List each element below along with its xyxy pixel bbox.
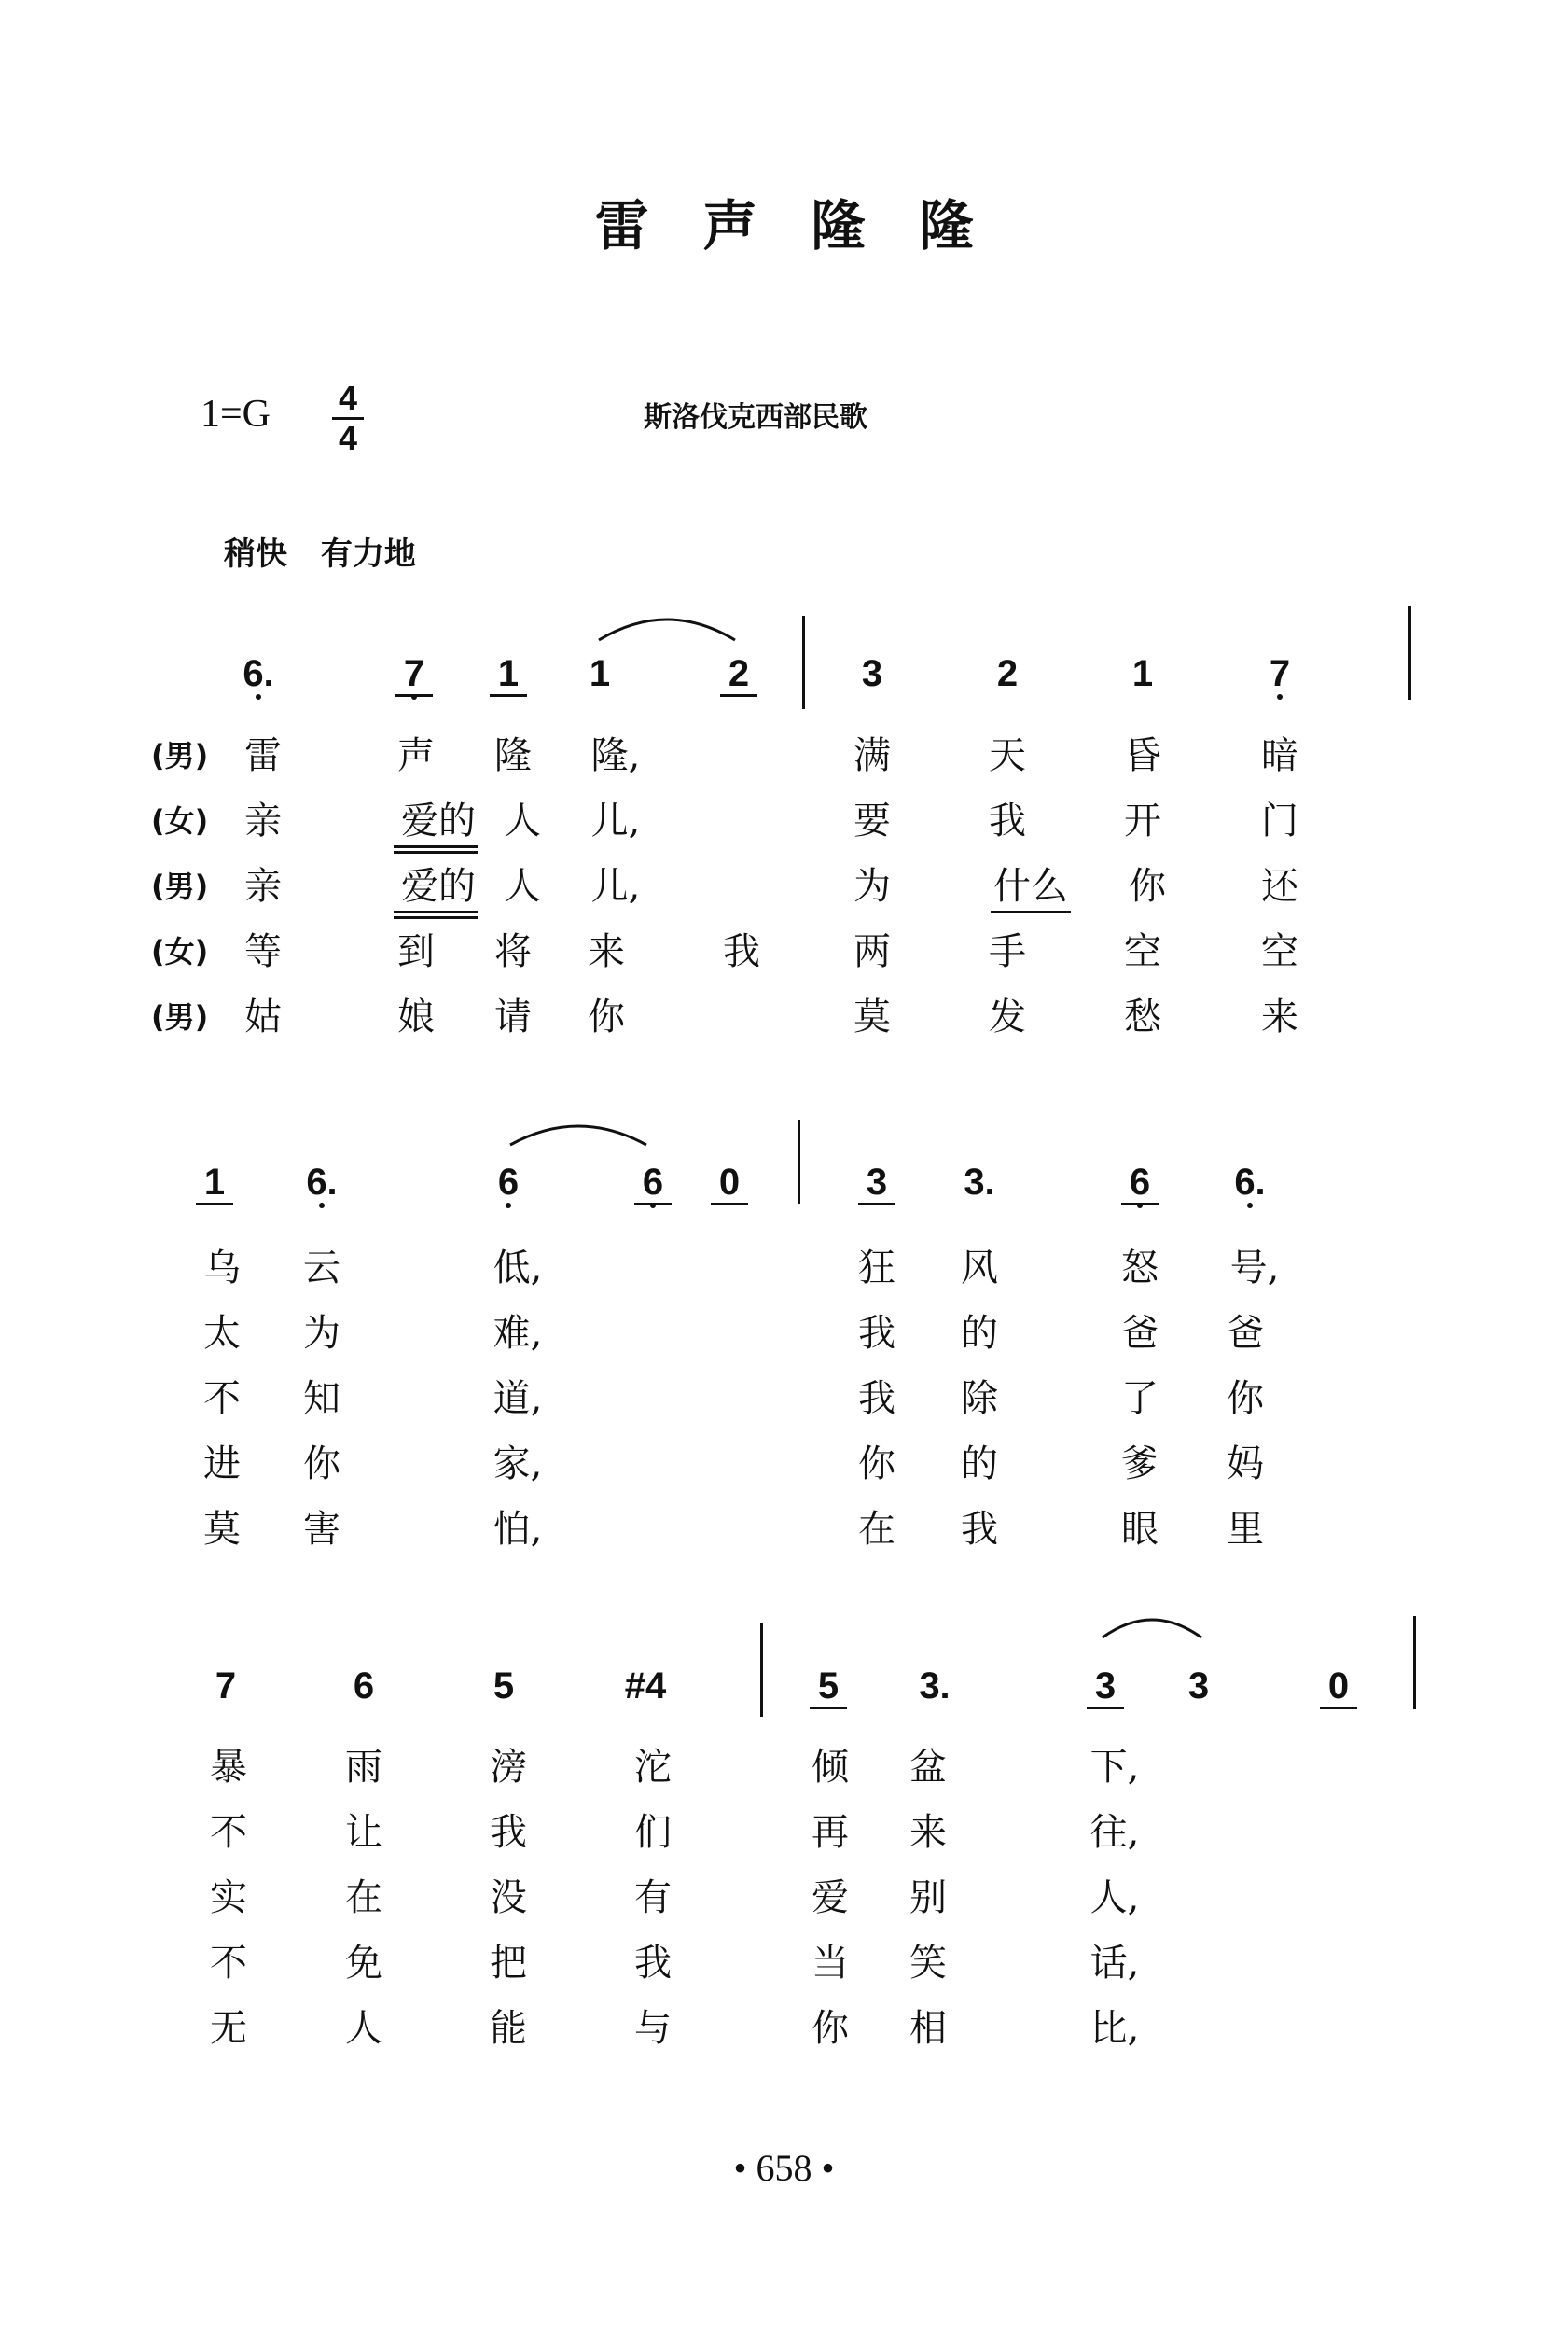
note: 1 [1131,653,1154,694]
lyric: 进 [203,1442,241,1485]
lyric: 笑 [909,1942,947,1985]
lyric: 开 [1124,800,1161,843]
singer-role: (男) [151,738,209,773]
lyric: 亲 [244,800,282,843]
note: 0 [711,1162,748,1205]
double-underline [394,911,478,913]
lyric: 空 [1124,930,1161,973]
lyric: 爸 [1227,1312,1264,1355]
lyric: 倾 [812,1746,849,1789]
note: 3 [861,653,883,694]
page-number: • 658 • [733,2147,835,2189]
lyric: 暗 [1261,734,1298,777]
lyric: 门 [1261,800,1298,843]
note: 5 [493,1665,515,1707]
note: 1 [490,653,527,697]
lyric: 发 [989,996,1026,1038]
lyric: 亲 [244,865,282,908]
lyric: 雨 [345,1746,382,1789]
lyric: 沱 [634,1746,672,1789]
key-signature: 1=G [201,393,271,436]
lyric: 愁 [1124,996,1161,1038]
lyric: 爱的 [401,800,476,843]
lyric: 实 [210,1876,247,1919]
lyric: 为 [303,1312,340,1355]
note: 6 [634,1162,672,1205]
lyric: 狂 [858,1247,895,1289]
lyric: 我 [723,930,760,973]
lyric: 们 [634,1811,672,1854]
lyric: 的 [961,1312,998,1355]
lyric: 将 [494,930,532,973]
lyric: 你 [1129,865,1166,908]
lyric: 爱的 [401,865,476,908]
lyric: 隆 [494,734,532,777]
note: 6 [353,1665,375,1707]
note: 6 [1121,1162,1159,1205]
lyric: 爹 [1121,1442,1159,1485]
lyric: 莫 [853,996,891,1038]
note: 3 [858,1162,895,1205]
lyric: 里 [1227,1508,1264,1551]
lyric: 满 [853,734,891,777]
lyric: 难, [493,1312,543,1355]
lyric: 道, [493,1377,543,1420]
lyric: 下, [1089,1746,1140,1789]
lyric: 怒 [1121,1247,1159,1289]
note: 2 [720,653,757,697]
lyric: 我 [961,1508,998,1551]
lyric: 人 [345,2007,382,2050]
singer-role: (男) [151,869,209,904]
time-signature-bottom: 4 [338,419,358,457]
lyric: 云 [303,1247,340,1289]
lyric: 我 [858,1377,895,1420]
barline [798,1120,800,1204]
lyric: 来 [1261,996,1298,1038]
lyric: 眼 [1121,1508,1159,1551]
lyric: 话, [1089,1942,1140,1985]
lyric: 盆 [909,1746,947,1789]
lyric: 天 [989,734,1026,777]
lyric: 比, [1089,2007,1140,2050]
note: 6. [240,653,277,694]
lyric: 人 [504,865,541,908]
lyric: 在 [345,1876,382,1919]
lyric: 你 [303,1442,340,1485]
note: 6 [490,1162,527,1203]
lyric: 风 [961,1247,998,1289]
lyric: 为 [853,865,891,908]
lyric: 滂 [490,1746,527,1789]
lyric: 怕, [493,1508,543,1551]
singer-role: (男) [151,999,209,1035]
double-underline [394,845,478,848]
note: 3. [919,1665,951,1707]
lyric: 娘 [397,996,435,1038]
lyric: 了 [1121,1377,1159,1420]
barline [760,1623,763,1717]
note: #4 [624,1665,667,1707]
song-source: 斯洛伐克西部民歌 [644,401,867,434]
note: 7 [1261,653,1298,694]
lyric: 你 [1227,1377,1264,1420]
tempo-marking: 稍快 有力地 [224,536,416,573]
lyric: 低, [493,1247,543,1289]
lyric: 家, [493,1442,543,1485]
lyric: 爱 [812,1876,849,1919]
lyric: 乌 [203,1247,241,1289]
barline [802,616,805,709]
note: 6. [303,1162,340,1203]
lyric: 害 [303,1508,340,1551]
lyric: 还 [1261,865,1298,908]
lyric: 与 [634,2007,672,2050]
singer-role: (女) [151,934,209,969]
note: 3 [1087,1665,1124,1709]
lyric: 隆, [590,734,641,777]
note: 1 [196,1162,233,1205]
note: 3 [1187,1665,1210,1707]
underline [991,911,1071,913]
lyric: 不 [210,1942,247,1985]
lyric: 我 [490,1811,527,1854]
lyric: 除 [961,1377,998,1420]
lyric: 到 [397,930,435,973]
note: 2 [996,653,1019,694]
lyric: 当 [812,1942,849,1985]
lyric: 来 [588,930,625,973]
lyric: 雷 [244,734,282,777]
lyric: 不 [210,1811,247,1854]
note: 7 [215,1665,237,1707]
note: 6. [1231,1162,1269,1203]
lyric: 手 [989,930,1026,973]
lyric: 儿, [590,800,641,843]
note: 7 [395,653,433,697]
note: 5 [810,1665,847,1709]
lyric: 空 [1261,930,1298,973]
double-underline [394,851,478,854]
lyric: 太 [203,1312,241,1355]
lyric: 有 [634,1876,672,1919]
lyric: 往, [1089,1811,1140,1854]
lyric: 知 [303,1377,340,1420]
lyric: 儿, [590,865,641,908]
note: 3. [964,1162,995,1203]
lyric: 能 [490,2007,527,2050]
lyric: 在 [858,1508,895,1551]
note: 1 [589,653,611,694]
time-signature [332,381,364,456]
lyric: 声 [397,734,435,777]
lyric: 让 [345,1811,382,1854]
barline [1408,606,1411,700]
lyric: 我 [634,1942,672,1985]
lyric: 请 [494,996,532,1038]
lyric: 昏 [1124,734,1161,777]
lyric: 我 [989,800,1026,843]
slur [508,1115,648,1149]
lyric: 你 [858,1442,895,1485]
lyric: 等 [244,930,282,973]
lyric: 没 [490,1876,527,1919]
lyric: 你 [812,2007,849,2050]
slur [597,606,737,644]
time-signature-top: 4 [338,379,358,417]
lyric: 无 [210,2007,247,2050]
lyric: 爸 [1121,1312,1159,1355]
lyric: 姑 [244,996,282,1038]
lyric: 我 [858,1312,895,1355]
lyric: 相 [909,2007,947,2050]
lyric: 的 [961,1442,998,1485]
lyric: 别 [909,1876,947,1919]
lyric: 两 [853,930,891,973]
song-title: 雷声隆隆 [594,194,1028,258]
lyric: 人 [504,800,541,843]
lyric: 再 [812,1811,849,1854]
lyric: 人, [1089,1876,1140,1919]
lyric: 不 [203,1377,241,1420]
lyric: 号, [1229,1247,1280,1289]
lyric: 来 [909,1811,947,1854]
double-underline [394,916,478,919]
lyric: 免 [345,1942,382,1985]
singer-role: (女) [151,803,209,839]
lyric: 莫 [203,1508,241,1551]
lyric: 你 [588,996,625,1038]
lyric: 妈 [1227,1442,1264,1485]
barline [1413,1616,1416,1709]
lyric: 什么 [993,865,1068,908]
lyric: 暴 [210,1746,247,1789]
lyric: 要 [853,800,891,843]
slur [1101,1609,1203,1641]
lyric: 把 [490,1942,527,1985]
note: 0 [1320,1665,1357,1709]
